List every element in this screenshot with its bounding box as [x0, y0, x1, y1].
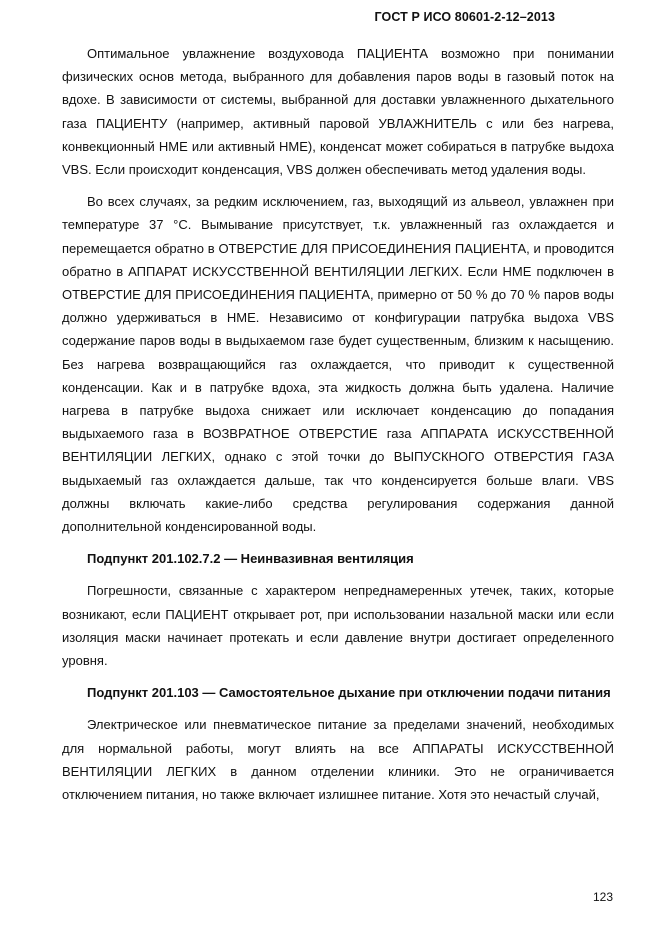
subclause-heading-noninvasive: Подпункт 201.102.7.2 — Неинвазивная вентиляция	[87, 551, 414, 567]
paragraph-humidification: Оптимальное увлажнение воздуховода ПАЦИЕНТА возможно при понимании физических основ метода, выбранного для добавления паров воды в газовый поток на вдохе. В зависимости от системы, выбранной для доставки увлажненного дыхательного газа ПАЦИЕНТУ (например, активный паровой УВЛАЖНИТЕЛЬ с или без нагрева, конвекционный НМЕ или активный НМЕ), конденсат может собираться в патрубке выдоха VBS. Если происходит конденсация, VBS должен обеспечивать метод удаления воды.	[62, 46, 614, 178]
document-body	[62, 42, 614, 806]
paragraph-power-supply: Электрическое или пневматическое питание за пределами значений, необходимых для нормальной работы, могут влиять на все АППАРАТЫ ИСКУССТВЕННОЙ ВЕНТИЛЯЦИИ ЛЕГКИХ в данном отделении клиники. Это не ограничивается отключением питания, но также включает излишнее питание. Хотя это нечастый случай,	[62, 717, 614, 803]
page-number: 123	[592, 890, 613, 904]
subclause-heading-power-failure: Подпункт 201.103 — Самостоятельное дыхание при отключении подачи питания	[87, 685, 611, 701]
document-header: ГОСТ Р ИСО 80601-2-12–2013	[374, 10, 555, 24]
paragraph-condensation: Во всех случаях, за редким исключением, газ, выходящий из альвеол, увлажнен при температуре 37 °С. Вымывание присутствует, т.к. увлажненный газ охлаждается и перемещается обратно в ОТВЕРСТИЕ ДЛЯ ПРИСОЕДИНЕНИЯ ПАЦИЕНТА, и проводится обратно в АППАРАТ ИСКУССТВЕННОЙ ВЕНТИЛЯЦИИ ЛЕГКИХ. Если НМЕ подключен в ОТВЕРСТИЕ ДЛЯ ПРИСОЕДИНЕНИЯ ПАЦИЕНТА, примерно от 50 % до 70 % паров воды должно удерживаться в НМЕ. Независимо от конфигурации патрубка выдоха VBS содержание паров воды в выдыхаемом газе будет существенным, близким к насыщению. Без нагрева возвращающийся газ охлаждается, что приводит к существенной конденсации. Как и в патрубке вдоха, эта жидкость должна быть удалена. Наличие нагрева в патрубке выдоха снижает или исключает конденсацию до попадания выдыхаемого газа в ВОЗВРАТНОЕ ОТВЕРСТИЕ газа АППАРАТА ИСКУССТВЕННОЙ ВЕНТИЛЯЦИИ ЛЕГКИХ, однако с этой точки до ВЫПУСКНОГО ОТВЕРСТИЯ ГАЗА выдыхаемый газ охлаждается дальше, так что конденсируется больше влаги. VBS должны включать какие-либо средства регулирования содержания данной дополнительной конденсированной воды.	[62, 194, 614, 535]
paragraph-noninvasive: Погрешности, связанные с характером непреднамеренных утечек, таких, которые возникают, если ПАЦИЕНТ открывает рот, при использовании назальной маски или если изоляция маски начинает протекать и если давление внутри достигает определенного уровня.	[62, 583, 614, 669]
